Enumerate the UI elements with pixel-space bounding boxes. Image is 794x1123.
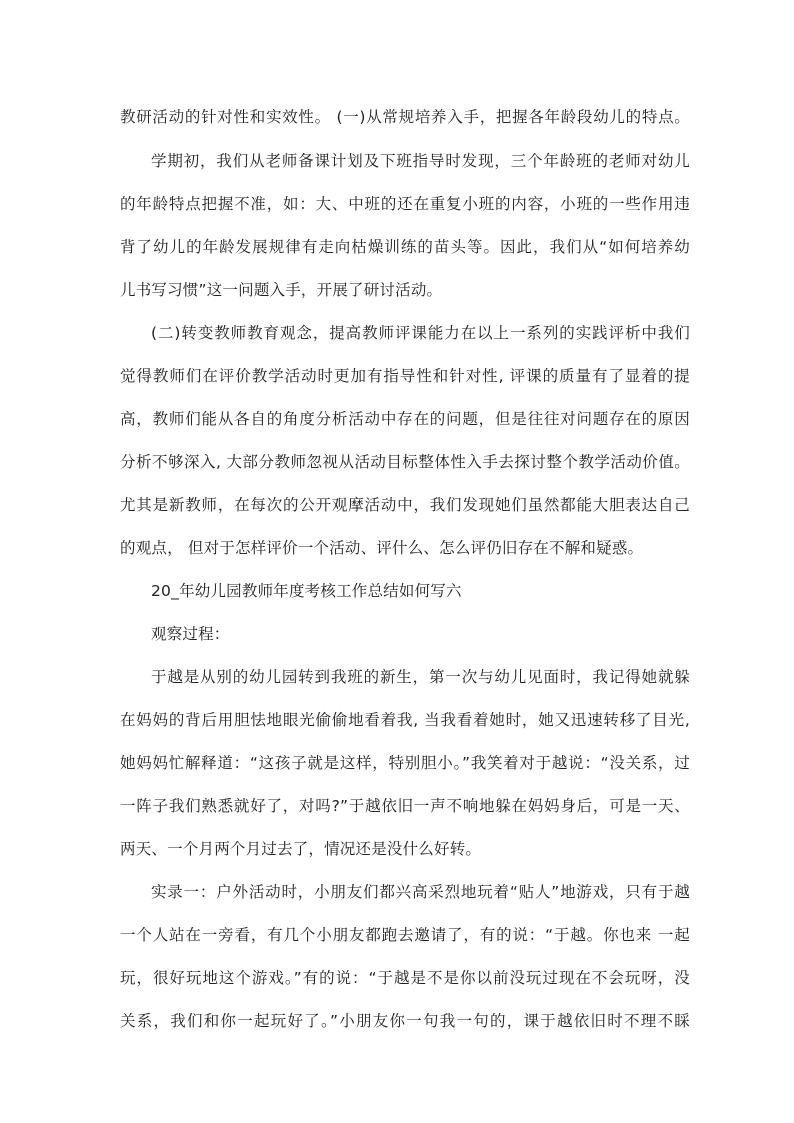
text-line: 的年龄特点把握不准，如：大、中班的还在重复小班的内容，小班的一些作用违 (120, 195, 690, 213)
section-heading: 20_年幼儿园教师年度考核工作总结如何写六 (151, 582, 462, 600)
text-line: 觉得教师们在评价教学活动时更加有指导性和针对性, 评课的质量有了显着的提 (120, 367, 690, 385)
section-subheading: 观察过程： (151, 625, 230, 643)
text-line: 的观点， 但对于怎样评价一个活动、评什么、怎么评仍旧存在不解和疑惑。 (120, 539, 644, 557)
text-line: 高，教师们能从各自的角度分析活动中存在的问题，但是往往对问题存在的原因 (120, 410, 690, 428)
text-line: 分析不够深入, 大部分教师忽视从活动目标整体性入手去探讨整个教学活动价值。 (120, 453, 690, 471)
paragraph-first-line: 学期初，我们从老师备课计划及下班指导时发现，三个年龄班的老师对幼儿 (151, 152, 690, 170)
text-line: 她妈妈忙解释道：“这孩子就是这样，特别胆小。”我笑着对于越说：“没关系，过 (120, 754, 690, 772)
text-line: 两天、一个月两个月过去了，情况还是没什么好转。 (120, 840, 482, 858)
paragraph-first-line: 于越是从别的幼儿园转到我班的新生，第一次与幼儿见面时，我记得她就躲 (151, 668, 690, 686)
text-line: 背了幼儿的年龄发展规律有走向枯燥训练的苗头等。因此，我们从“如何培养幼 (120, 238, 690, 256)
text-line: 在妈妈的背后用胆怯地眼光偷偷地看着我, 当我看着她时，她又迅速转移了目光, (120, 711, 690, 729)
text-line: 一阵子我们熟悉就好了，对吗?”于越依旧一声不响地躲在妈妈身后，可是一天、 (120, 797, 690, 815)
text-line: 教研活动的针对性和实效性。 (一)从常规培养入手，把握各年龄段幼儿的特点。 (120, 108, 690, 126)
text-line: 儿书写习惯”这一问题入手，开展了研讨活动。 (120, 281, 443, 299)
paragraph-first-line: 实录一：户外活动时，小朋友们都兴高采烈地玩着“贴人”地游戏，只有于越 (151, 883, 690, 901)
paragraph-first-line: (二)转变教师教育观念，提高教师评课能力在以上一系列的实践评析中我们 (151, 324, 690, 342)
text-line: 尤其是新教师，在每次的公开观摩活动中，我们发现她们虽然都能大胆表达自己 (120, 496, 690, 514)
text-line: 关系，我们和你一起玩好了。”小朋友你一句我一句的，课于越依旧时不理不睬 (120, 1012, 690, 1030)
text-line: 玩，很好玩地这个游戏。”有的说：“于越是不是你以前没玩过现在不会玩呀，没 (120, 969, 690, 987)
text-line: 一个人站在一旁看，有几个小朋友都跑去邀请了，有的说：“于越。你也来 一起 (120, 926, 690, 944)
